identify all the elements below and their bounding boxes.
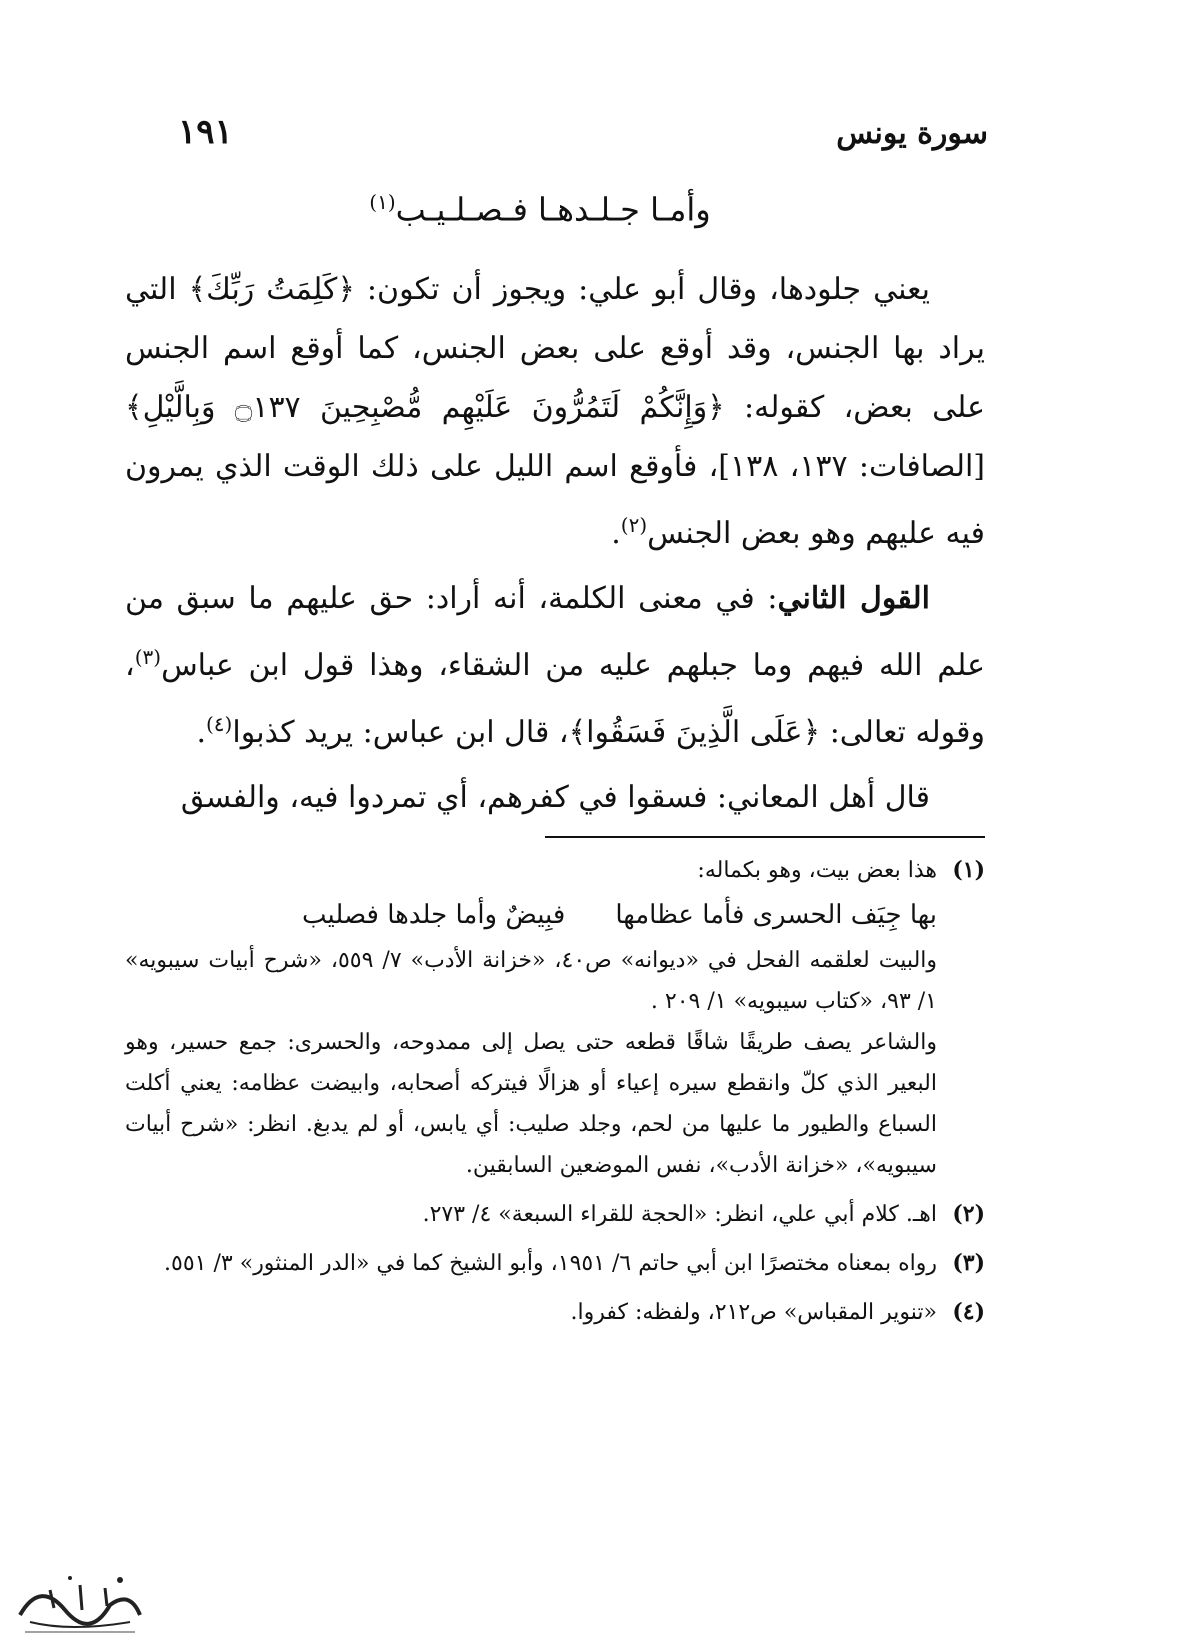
footnote-1 <box>125 850 985 1186</box>
publisher-logo <box>10 1560 150 1640</box>
poem-hemistich: بها جِيَف الحسرى فأما عظامها <box>615 900 937 930</box>
footnote-ref: (١) <box>369 190 396 214</box>
footnote-text: والشاعر يصف طريقًا شاقًا قطعه حتى يصل إلى ممدوحه، والحسرى: جمع حسير، وهو البعير الذي كلّ وانقطع سيره إعياء أو هزالًا فيتركه أصحابه، وابيضت عظامه: يعني أكلت السباع والطيور ما عليها من لحم، وجلد صليب: أي يابس، أو لم يدبغ. انظر: «شرح أبيات سيبويه»، «خزانة الأدب»، نفس الموضعين السابقين. <box>125 1030 937 1178</box>
quran-quote: ﴿عَلَى الَّذِينَ فَسَقُوا﴾ <box>568 715 821 750</box>
text-run: [الصافات: ١٣٧، ١٣٨]، فأوقع اسم الليل على ذلك الوقت الذي يمرون فيه عليهم وهو بعض الجنس <box>125 449 986 551</box>
text-run: ، قال ابن عباس: يريد كذبوا <box>232 715 569 750</box>
text-run: قال أهل المعاني: فسقوا في كفرهم، أي تمردوا فيه، والفسق <box>180 780 930 815</box>
footnote-ref: (٤) <box>205 712 233 736</box>
text-run: يعني جلودها، وقال أبو علي: ويجوز أن تكون: <box>354 272 931 307</box>
verse-title-text: وأمـا جـلـدهـا فـصـلـيـب <box>395 190 711 229</box>
footnote-number: (١) <box>952 857 985 883</box>
footnote-body <box>125 850 937 1186</box>
footnote-text: رواه بمعناه مختصرًا ابن أبي حاتم ٦/ ١٩٥١، وأبو الشيخ كما في «الدر المنثور» ٣/ ٥٥١. <box>164 1251 937 1276</box>
text-run: : في معنى الكلمة، أنه أراد: حق عليهم ما سبق من علم الله فيهم وما جبلهم عليه من الشقاء، وهذا قول ابن عباس <box>125 581 985 683</box>
main-text <box>125 260 985 833</box>
footnote-number: (٢) <box>952 1201 985 1227</box>
poem-hemistich: فبِيضٌ وأما جلدها فصليب <box>302 900 566 930</box>
paragraph-3 <box>125 768 985 827</box>
footnotes <box>125 850 985 1341</box>
footnote-text: هذا بعض بيت، وهو بكماله: <box>697 858 937 883</box>
poem-verse <box>125 895 937 936</box>
page-number: ١٩١ <box>178 112 233 152</box>
verse-title <box>260 190 820 229</box>
footnote-text: والبيت لعلقمه الفحل في «ديوانه» ص٤٠، «خزانة الأدب» ٧/ ٥٥٩، «شرح أبيات سيبويه» ١/ ٩٣، «كتاب سيبويه» ١/ ٢٠٩ . <box>125 948 938 1014</box>
text-run: التي يراد بها الجنس، وقد أوقع على بعض الجنس، كما أوقع اسم الجنس على بعض، كقوله: <box>125 272 985 425</box>
page-header <box>178 112 988 172</box>
quran-quote: ﴿كَلِمَتُ رَبِّكَ﴾ <box>188 272 355 307</box>
footnote-ref: (٢) <box>620 513 648 537</box>
footnote-4 <box>125 1292 985 1333</box>
footnote-text: «تنوير المقباس» ص٢١٢، ولفظه: كفروا. <box>570 1300 937 1325</box>
footnote-text: اهـ. كلام أبي علي، انظر: «الحجة للقراء السبعة» ٤/ ٢٧٣. <box>422 1202 937 1227</box>
footnote-number: (٤) <box>952 1299 985 1325</box>
text-run: . <box>196 715 206 750</box>
footnote-ref: (٣) <box>134 645 162 669</box>
footnote-3 <box>125 1243 985 1284</box>
paragraph-1 <box>125 260 985 563</box>
quran-quote: ﴿وَإِنَّكُمْ لَتَمُرُّونَ عَلَيْهِم مُّصْبِحِينَ ۝١٣٧ وَبِالَّيْلِ﴾ <box>125 390 725 425</box>
footnote-number: (٣) <box>952 1250 985 1276</box>
paragraph-2 <box>125 569 985 762</box>
text-run: ، وقوله تعالى: <box>125 648 985 750</box>
surah-name: سورة يونس <box>836 116 988 151</box>
text-run: . <box>611 516 621 551</box>
section-heading: القول الثاني <box>777 581 930 616</box>
footnote-divider <box>545 836 985 838</box>
footnote-2 <box>125 1194 985 1235</box>
